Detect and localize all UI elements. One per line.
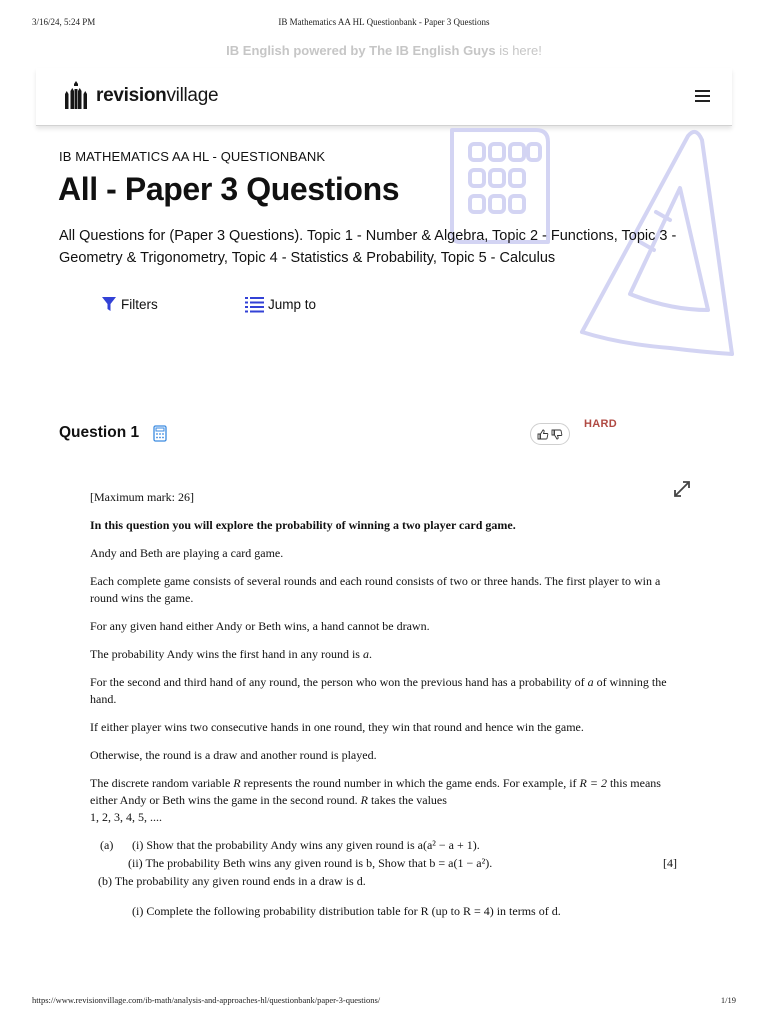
question-parts [90,837,680,921]
question-paragraph: For the second and third hand of any round, the person who won the previous hand has a probability of a of winning the hand. [90,675,667,706]
logo-text-regular: village [166,85,219,106]
print-page-number: 1/19 [720,995,736,1005]
part-b-i: (i) Complete the following probability distribution table for R (up to R = 4) in terms of d. [132,904,561,918]
logo-text [96,85,218,107]
difficulty-badge: HARD [584,418,617,430]
section-label: IB MATHEMATICS AA HL - QUESTIONBANK [59,149,326,164]
list-icon [245,296,264,313]
print-datetime: 3/16/24, 5:24 PM [32,17,96,27]
logo-text-bold: revision [96,85,167,106]
question-paragraph: The probability Andy wins the first hand in any round is a. [90,647,372,661]
question-intro: In this question you will explore the probability of winning a two player card game. [90,518,516,532]
question-paragraph: The discrete random variable R represents the round number in which the game ends. For example, if R = 2 this means either Andy or Beth wins the game in the second round. R takes the values 1, 2, 3, 4, 5, .... [90,776,661,824]
part-a-i: (i) Show that the probability Andy wins any given round is a(a² − a + 1). [132,838,480,852]
site-logo[interactable] [64,81,218,111]
logo-pencils-icon [64,81,88,111]
part-a-marks: [4] [663,856,677,870]
hamburger-menu-icon[interactable] [695,90,710,102]
page-title: All - Paper 3 Questions [58,171,400,207]
part-a-ii: (ii) The probability Beth wins any given round is b, Show that b = a(1 − a²). [128,856,493,870]
question-paragraph: If either player wins two consecutive hands in one round, they win that round and hence win the game. [90,720,584,734]
page-description: All Questions for (Paper 3 Questions). Topic 1 - Number & Algebra, Topic 2 - Functions, Topic 3 - Geometry & Trigonometry, Topic 4 - Statistics & Probability, Topic 5 - Calculus [59,228,677,266]
part-b: (b) The probability any given round ends in a draw is d. [98,874,366,888]
filters-button[interactable] [101,296,158,312]
question-paragraph: Andy and Beth are playing a card game. [90,546,284,560]
question-body [90,489,680,921]
announcement-bold: IB English powered by The IB English Guys [226,43,496,58]
question-paragraph: For any given hand either Andy or Beth wins, a hand cannot be drawn. [90,619,430,633]
question-paragraph: Otherwise, the round is a draw and another round is played. [90,748,377,762]
max-mark: [Maximum mark: 26] [90,490,194,504]
thumbs-down-icon[interactable] [551,429,563,440]
calculator-icon[interactable] [153,425,167,442]
jump-to-button[interactable] [245,296,316,313]
jump-to-label: Jump to [268,297,317,312]
question-paragraph: Each complete game consists of several rounds and each round consists of two or three hands. The first player to win a round wins the game. [90,574,661,605]
print-header [32,17,736,29]
announcement-banner[interactable] [0,43,768,58]
top-navbar [36,68,732,126]
funnel-icon [101,296,117,312]
filters-label: Filters [121,296,158,312]
question-title: Question 1 [59,424,140,441]
vote-buttons[interactable] [530,423,570,445]
print-url: https://www.revisionvillage.com/ib-math/analysis-and-approaches-hl/questionbank/paper-3-questions/ [32,995,381,1005]
part-a-label: (a) [100,838,114,852]
print-footer [32,995,736,1007]
print-doc-title: IB Mathematics AA HL Questionbank - Paper 3 Questions [278,17,490,27]
announcement-rest: is here! [495,43,542,58]
thumbs-up-icon[interactable] [537,429,549,440]
